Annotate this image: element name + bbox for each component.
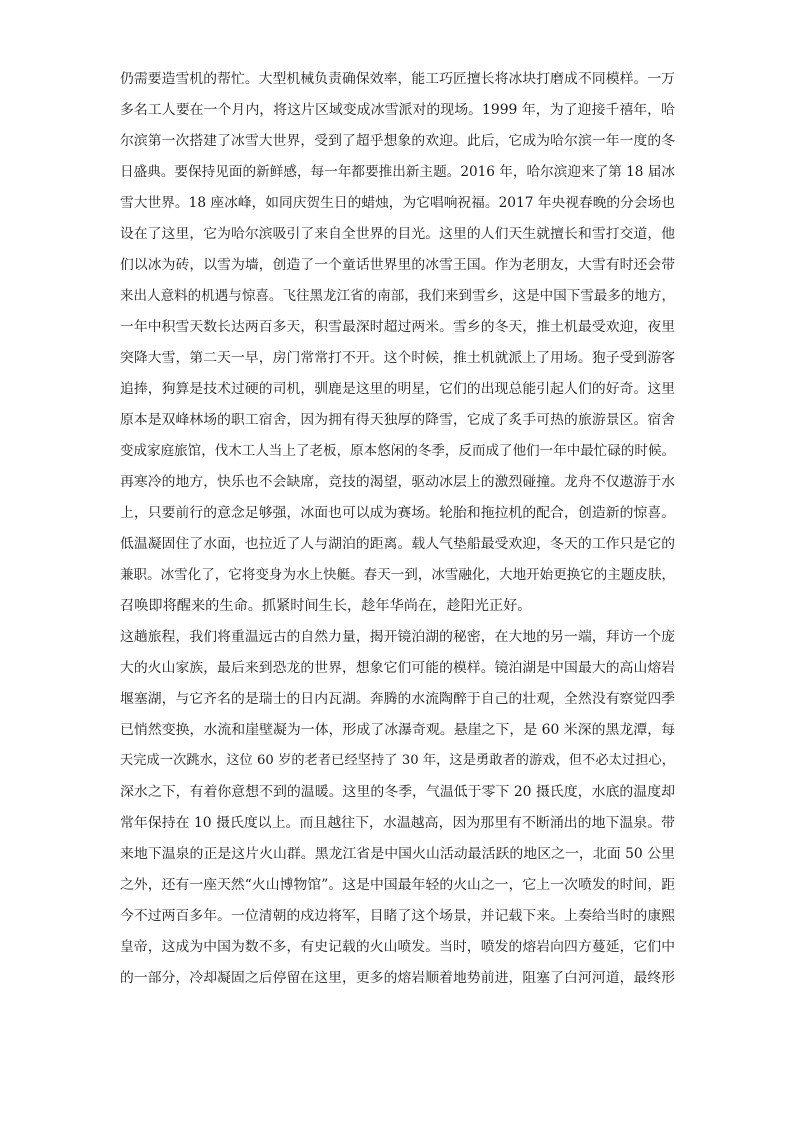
text-line-22: 已悄然变换，水流和崖壁凝为一体，形成了冰瀑奇观。悬崖之下，是 60 米深的黑龙潭，每 (120, 722, 675, 738)
text-line-14: 再寒冷的地方，快乐也不会缺席，竞技的渴望，驱动冰层上的激烈碰撞。龙舟不仅遨游于水 (120, 474, 675, 490)
text-line-30: 的一部分，冷却凝固之后停留在这里，更多的熔岩顺着地势前进，阻塞了白河河道，最终形 (120, 970, 675, 986)
text-line-19: 这趟旅程，我们将重温远古的自然力量，揭开镜泊湖的秘密，在大地的另一端，拜访一个庞 (120, 629, 675, 645)
text-line-28: 今不过两百多年。一位清朝的戍边将军，目睹了这个场景，并记载下来。上奏给当时的康熙 (120, 908, 675, 924)
text-line-8: 来出人意料的机遇与惊喜。飞往黑龙江省的南部，我们来到雪乡，这是中国下雪最多的地方， (120, 288, 675, 304)
text-line-10: 突降大雪，第二天一早，房门常常打不开。这个时候，推土机就派上了用场。狍子受到游客 (120, 350, 675, 366)
text-line-29: 皇帝，这成为中国为数不多，有史记载的火山喷发。当时，喷发的熔岩向四方蔓延，它们中 (120, 939, 675, 955)
text-line-15: 上，只要前行的意念足够强，冰面也可以成为赛场。轮胎和拖拉机的配合，创造新的惊喜。 (120, 505, 675, 521)
text-line-16: 低温凝固住了水面，也拉近了人与湖泊的距离。载人气垫船最受欢迎，冬天的工作只是它的 (120, 536, 675, 552)
text-line-3: 尔滨第一次搭建了冰雪大世界，受到了超乎想象的欢迎。此后，它成为哈尔滨一年一度的冬 (120, 133, 675, 149)
text-line-5: 雪大世界。18 座冰峰，如同庆贺生日的蜡烛，为它唱响祝福。2017 年央视春晚的分会场也 (120, 195, 675, 211)
text-line-13: 变成家庭旅馆，伐木工人当上了老板，原本悠闲的冬季，反而成了他们一年中最忙碌的时候。 (120, 443, 675, 459)
text-line-4: 日盛典。要保持见面的新鲜感，每一年都要推出新主题。2016 年，哈尔滨迎来了第 18 届冰 (120, 164, 675, 180)
text-line-11: 追捧，狗算是技术过硬的司机，驯鹿是这里的明星，它们的出现总能引起人们的好奇。这里 (120, 381, 675, 397)
text-line-24: 深水之下，有着你意想不到的温暖。这里的冬季，气温低于零下 20 摄氏度，水底的温度却 (120, 784, 675, 800)
text-line-26: 来地下温泉的正是这片火山群。黑龙江省是中国火山活动最活跃的地区之一，北面 50 公里 (120, 846, 675, 862)
text-line-18: 召唤即将醒来的生命。抓紧时间生长，趁年华尚在，趁阳光正好。 (120, 598, 532, 614)
text-line-25: 常年保持在 10 摄氏度以上。而且越往下，水温越高，因为那里有不断涌出的地下温泉。带 (120, 815, 675, 831)
text-line-1: 仍需要造雪机的帮忙。大型机械负责确保效率，能工巧匠擅长将冰块打磨成不同模样。一万 (120, 71, 675, 87)
text-line-21: 堰塞湖，与它齐名的是瑞士的日内瓦湖。奔腾的水流陶醉于自己的壮观，全然没有察觉四季 (120, 691, 675, 707)
text-line-7: 们以冰为砖，以雪为墙，创造了一个童话世界里的冰雪王国。作为老朋友，大雪有时还会带 (120, 257, 675, 273)
text-line-20: 大的火山家族，最后来到恐龙的世界，想象它们可能的模样。镜泊湖是中国最大的高山熔岩 (120, 660, 675, 676)
text-line-27: 之外，还有一座天然“火山博物馆”。这是中国最年轻的火山之一，它上一次喷发的时间，距 (120, 877, 675, 893)
text-line-6: 设在了这里，它为哈尔滨吸引了来自全世界的目光。这里的人们天生就擅长和雪打交道，他 (120, 226, 675, 242)
text-line-2: 多名工人要在一个月内，将这片区域变成冰雪派对的现场。1999 年，为了迎接千禧年，哈 (120, 102, 675, 118)
text-line-12: 原本是双峰林场的职工宿舍，因为拥有得天独厚的降雪，它成了炙手可热的旅游景区。宿舍 (120, 412, 675, 428)
text-line-9: 一年中积雪天数长达两百多天，积雪最深时超过两米。雪乡的冬天，推土机最受欢迎，夜里 (120, 319, 675, 335)
text-line-17: 兼职。冰雪化了，它将变身为水上快艇。春天一到，冰雪融化，大地开始更换它的主题皮肤， (120, 567, 675, 583)
text-line-23: 天完成一次跳水，这位 60 岁的老者已经坚持了 30 年，这是勇敢者的游戏，但不必太过担心， (120, 753, 675, 768)
